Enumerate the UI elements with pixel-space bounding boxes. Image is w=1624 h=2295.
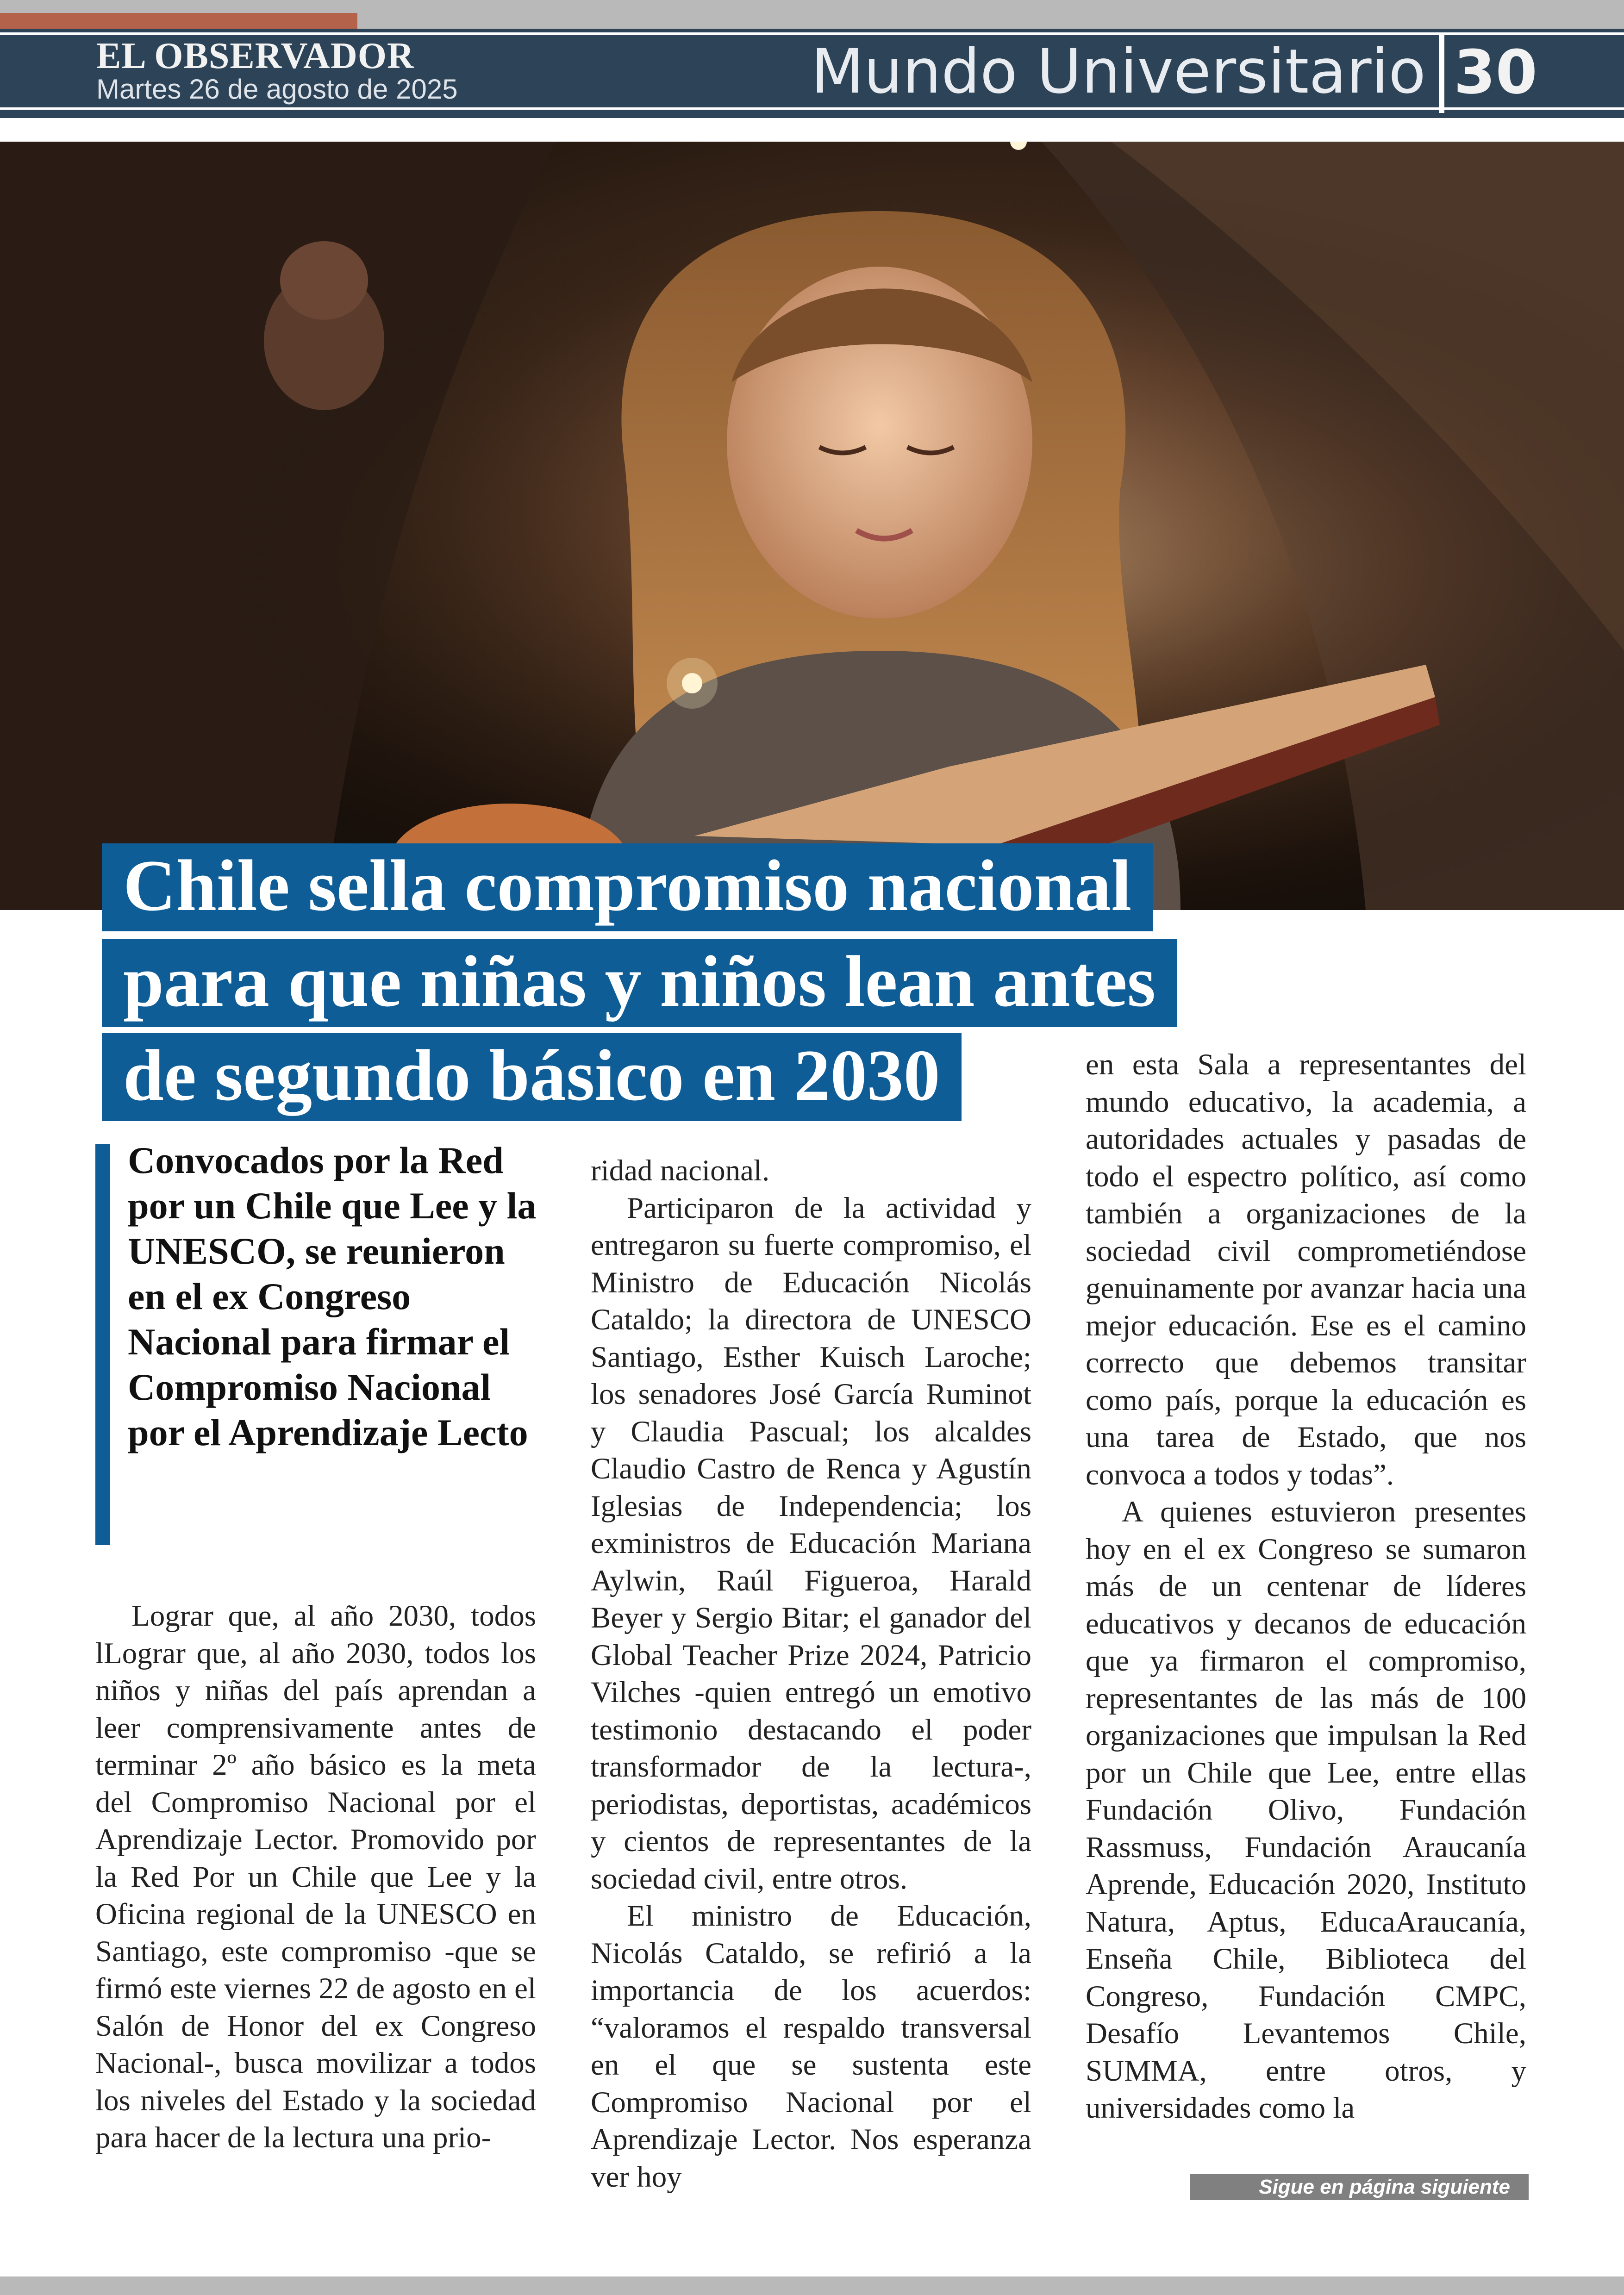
headline-line-1: Chile sella compromiso nacional [102,843,1153,931]
header-rule-thin [0,116,1624,118]
masthead: EL OBSERVADOR [96,36,414,76]
body-column-1 [95,1597,536,2157]
header-rule-bottom [0,107,1624,110]
page-number: 30 [1454,37,1537,107]
publication-date: Martes 26 de agosto de 2025 [96,74,458,105]
page-number-separator [1439,34,1444,113]
kicker-accent-bar [95,1144,110,1545]
girl-reading-illustration [0,142,1624,910]
body-paragraph: El ministro de Educación, Nicolás Cataldo, se refirió a la importancia de los acuerdos: “valoramos el respaldo transversal en el que se sustenta este Compromiso Nacional por el Aprendizaje Lector. Nos esperanza ver hoy [591,1899,1031,2194]
top-accent-bar [0,13,357,29]
body-paragraph: Participaron de la actividad y entregaron su fuerte compromiso, el Ministro de Educación Nicolás Cataldo; la directora de UNESCO Santiago, Esther Kuisch Laroche; los senadores José García Ruminot y Claudia Pascual; los alcaldes Claudio Castro de Renca y Agustín Iglesias de Independencia; los exministros de Educación Mariana Aylwin, Raúl Figueroa, Harald Beyer y Sergio Bitar; el ganador del Global Teacher Prize 2024, Patricio Vilches -quien entregó un emotivo testimonio destacando el poder transformador de la lectura-, periodistas, deportistas, académicos y cientos de representantes de la sociedad civil, entre otros. [591,1191,1031,1896]
footer-gray-bar [0,2276,1624,2295]
article-kicker: Convocados por la Red por un Chile que Lee y la UNESCO, se reunieron en el ex Congreso Nacional para firmar el Compromiso Nacional por el Aprendizaje Lecto [128,1139,537,1453]
body-paragraph: A quienes estuvieron presentes hoy en el ex Congreso se sumaron más de un centenar de líderes educativos y decanos de educación que ya firmaron el compromiso, representantes de las más de 100 organizaciones que impulsan la Red por un Chile que Lee, entre ellas Fundación Olivo, Fundación Rassmuss, Fundación Araucanía Aprende, Educación 2020, Instituto Natura, Aptus, EducaAraucanía, Enseña Chile, Biblioteca del Congreso, Fundación CMPC, Desafío Levantemos Chile, SUMMA, entre otros, y universidades como la [1086,1495,1526,2125]
continue-next-page-link[interactable]: Sigue en página siguiente [1190,2174,1529,2200]
body-paragraph: ridad nacional. [591,1154,770,1187]
headline-line-2: para que niñas y niños lean antes [102,939,1177,1027]
body-column-3 [1086,1046,1526,2127]
body-paragraph: Lograr que, al año 2030, todos lLograr que, al año 2030, todos los niños y niñas del país aprendan a leer comprensivamente antes de terminar 2º año básico es la meta del Compromiso Nacional por el Aprendizaje Lector. Promovido por la Red Por un Chile que Lee y la Oficina regional de la UNESCO en Santiago, este compromiso -que se firmó este viernes 22 de agosto en el Salón de Honor del ex Congreso Nacional-, busca movilizar a todos los niveles del Estado y la sociedad para hacer de la lectura una prio- [95,1599,536,2154]
body-paragraph: en esta Sala a representantes del mundo educativo, la academia, a autoridades actuales y pasadas de todo el espectro político, así como también a organizaciones de la sociedad civil comprometiéndose genuinamente por avanzar hacia una mejor educación. Ese es el camino correcto que debemos transitar como país, porque la educación es una tarea de Estado, que nos convoca a todos y todas”. [1086,1048,1526,1491]
headline-line-3: de segundo básico en 2030 [102,1033,962,1121]
body-column-2 [591,1152,1031,2195]
section-title: Mundo Universitario [811,36,1426,107]
article-photo [0,142,1624,910]
